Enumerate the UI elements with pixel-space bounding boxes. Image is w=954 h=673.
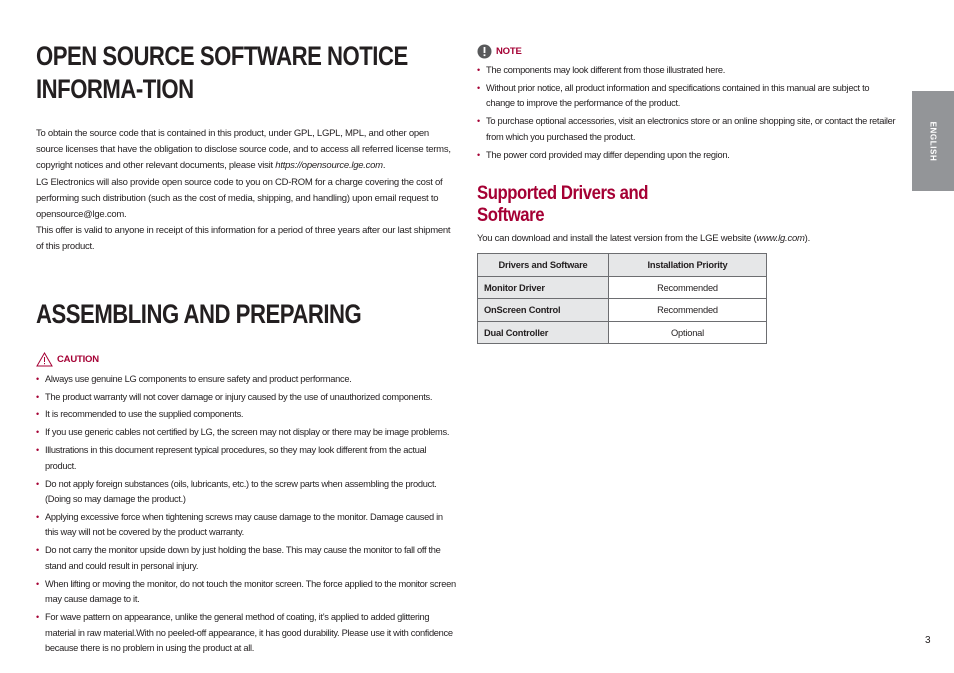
language-label: ENGLISH [928, 121, 938, 161]
page-number: 3 [925, 635, 931, 646]
header-drivers-software: Drivers and Software [478, 254, 609, 277]
note-exclamation-icon [477, 44, 492, 59]
caution-list [36, 372, 458, 657]
drivers-intro-end: ). [804, 233, 810, 245]
oss-paragraph-3: This offer is valid to anyone in receipt of this information for a period of three years after our last shipment of this product. [36, 225, 451, 253]
right-column [477, 44, 899, 344]
caution-heading [36, 352, 458, 367]
table-row [478, 299, 767, 322]
list-item: • Illustrations in this document represent typical procedures, so they may look different from the actual product. [36, 443, 458, 474]
table-row [478, 276, 767, 299]
drivers-title: Supported Drivers and Software [477, 183, 649, 227]
driver-name: Dual Controller [478, 321, 609, 344]
driver-priority: Recommended [609, 299, 767, 322]
oss-paragraph-2: LG Electronics will also provide open source code to you on CD-ROM for a charge covering the cost of performing such distribution (such as the cost of media, shipping, and handling) upon email request to opensource@lge.com. [36, 176, 443, 221]
table-row [478, 321, 767, 344]
oss-title: OPEN SOURCE SOFTWARE NOTICE INFORMA-TION [36, 41, 408, 104]
list-item: • When lifting or moving the monitor, do not touch the monitor screen. The force applied to the monitor screen may cause damage to it. [36, 577, 458, 608]
note-label: NOTE [496, 46, 522, 57]
oss-p1-end: . [382, 160, 386, 172]
list-item: • The components may look different from those illustrated here. [477, 63, 899, 79]
list-item: • The product warranty will not cover damage or injury caused by the use of unauthorized components. [36, 390, 458, 406]
driver-priority: Recommended [609, 276, 767, 299]
left-column [36, 40, 458, 659]
oss-p1-text: To obtain the source code that is contained in this product, under GPL, LGPL, MPL, and other open source licenses that have the obligation to disclose source code, and to access all referred license terms, copyright notices and other relevant documents, please visit [36, 128, 451, 172]
opensource-link[interactable]: https://opensource.lge.com [275, 160, 383, 172]
header-installation-priority: Installation Priority [609, 254, 767, 277]
assembling-title: ASSEMBLING AND PREPARING [36, 298, 362, 329]
oss-body [36, 126, 458, 256]
list-item: • Applying excessive force when tightening screws may cause damage to the monitor. Damage caused in this way will not be covered by the product warranty. [36, 510, 458, 541]
list-item: • Always use genuine LG components to ensure safety and product performance. [36, 372, 458, 388]
caution-triangle-icon [36, 352, 53, 367]
drivers-intro [477, 231, 899, 247]
lg-website-link[interactable]: www.lg.com [756, 233, 805, 245]
driver-priority: Optional [609, 321, 767, 344]
driver-name: OnScreen Control [478, 299, 609, 322]
oss-paragraph-1 [36, 126, 458, 175]
list-item: • For wave pattern on appearance, unlike the general method of coating, it’s applied to added glittering material in raw material.With no peeled-off appearance, it has good durability. Please use it with confidence because there is no problem in using the product at all. [36, 610, 458, 657]
caution-label: CAUTION [57, 353, 99, 365]
note-list [477, 63, 899, 163]
driver-name: Monitor Driver [478, 276, 609, 299]
list-item: • Do not apply foreign substances (oils, lubricants, etc.) to the screw parts when assembling the product. (Doing so may damage the product.) [36, 477, 458, 508]
list-item: • Without prior notice, all product information and specifications contained in this manual are subject to change to improve the performance of the product. [477, 81, 899, 112]
drivers-intro-text: You can download and install the latest version from the LGE website ( [477, 233, 757, 245]
table-header-row [478, 254, 767, 277]
list-item: • The power cord provided may differ depending upon the region. [477, 148, 899, 164]
language-side-tab [912, 91, 954, 191]
list-item: • Do not carry the monitor upside down by just holding the base. This may cause the monitor to fall off the stand and could result in personal injury. [36, 543, 458, 574]
drivers-table [477, 253, 767, 344]
list-item: • If you use generic cables not certified by LG, the screen may not display or there may be image problems. [36, 425, 458, 441]
list-item: • To purchase optional accessories, visit an electronics store or an online shopping site, or contact the retailer from which you purchased the product. [477, 114, 899, 145]
list-item: • It is recommended to use the supplied components. [36, 407, 458, 423]
note-heading [477, 44, 899, 59]
